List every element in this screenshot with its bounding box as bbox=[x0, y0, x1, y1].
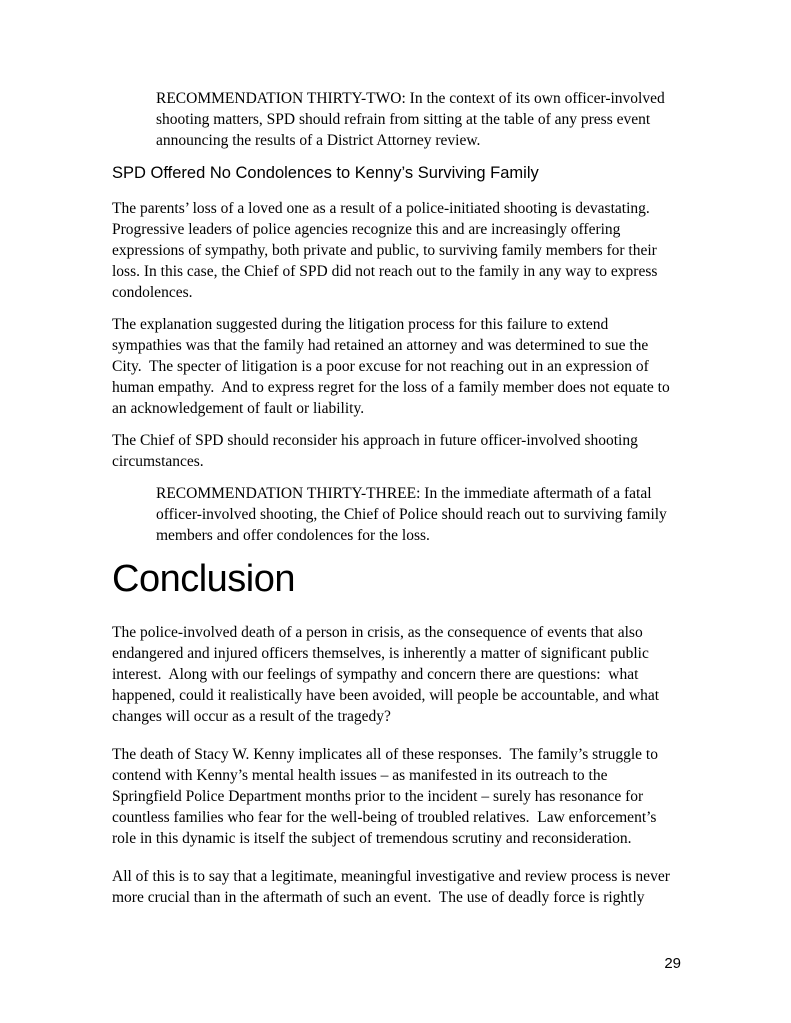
recommendation-33-paragraph: RECOMMENDATION THIRTY-THREE: In the immediate aftermath of a fatal officer-involved shooting, the Chief of Police should reach out to surviving family members and offer condolences for the loss. bbox=[156, 485, 671, 544]
body-paragraph-stacy-kenny: The death of Stacy W. Kenny implicates all of these responses. The family’s struggle to contend with Kenny’s mental health issues – as manifested in its outreach to the Springfield Police Department months prior to the incident – surely has resonance for countless families who fear for the well-being of troubled relatives. Law enforcement’s role in this dynamic is itself the subject of tremendous scrutiny and reconsideration. bbox=[112, 746, 662, 847]
body-paragraph-parents-loss: The parents’ loss of a loved one as a result of a police-initiated shooting is devastating. Progressive leaders of police agencies recognize this and are increasingly offering expressions of sympathy, both private and public, to surviving family members for their loss. In this case, the Chief of SPD did not reach out to the family in any way to express condolences. bbox=[112, 200, 662, 301]
page-number: 29 bbox=[664, 955, 681, 972]
body-paragraph-public-interest: The police-involved death of a person in crisis, as the consequence of events that also endangered and injured officers themselves, is inherently a matter of significant public interest. Along with our feelings of sympathy and concern there are questions: what happened, could it realistically have been avoided, will people be accountable, and what changes will occur as a result of the tragedy? bbox=[112, 624, 663, 725]
recommendation-32-paragraph: RECOMMENDATION THIRTY-TWO: In the context of its own officer-involved shooting matters, SPD should refrain from sitting at the table of any press event announcing the results of a District Attorney review. bbox=[156, 90, 669, 149]
body-paragraph-litigation-explanation: The explanation suggested during the litigation process for this failure to extend sympathies was that the family had retained an attorney and was determined to sue the City. The specter of litigation is a poor excuse for not reaching out in an expression of human empathy. And to express regret for the loss of a family member does not equate to an acknowledgement of fault or liability. bbox=[112, 316, 674, 417]
section-heading-condolences: SPD Offered No Condolences to Kenny’s Surviving Family bbox=[112, 164, 539, 182]
section-heading-conclusion: Conclusion bbox=[112, 558, 295, 600]
body-paragraph-chief-reconsider: The Chief of SPD should reconsider his approach in future officer-involved shooting circumstances. bbox=[112, 432, 642, 470]
body-paragraph-review-process: All of this is to say that a legitimate, meaningful investigative and review process is never more crucial than in the aftermath of such an event. The use of deadly force is rightly bbox=[112, 868, 674, 906]
